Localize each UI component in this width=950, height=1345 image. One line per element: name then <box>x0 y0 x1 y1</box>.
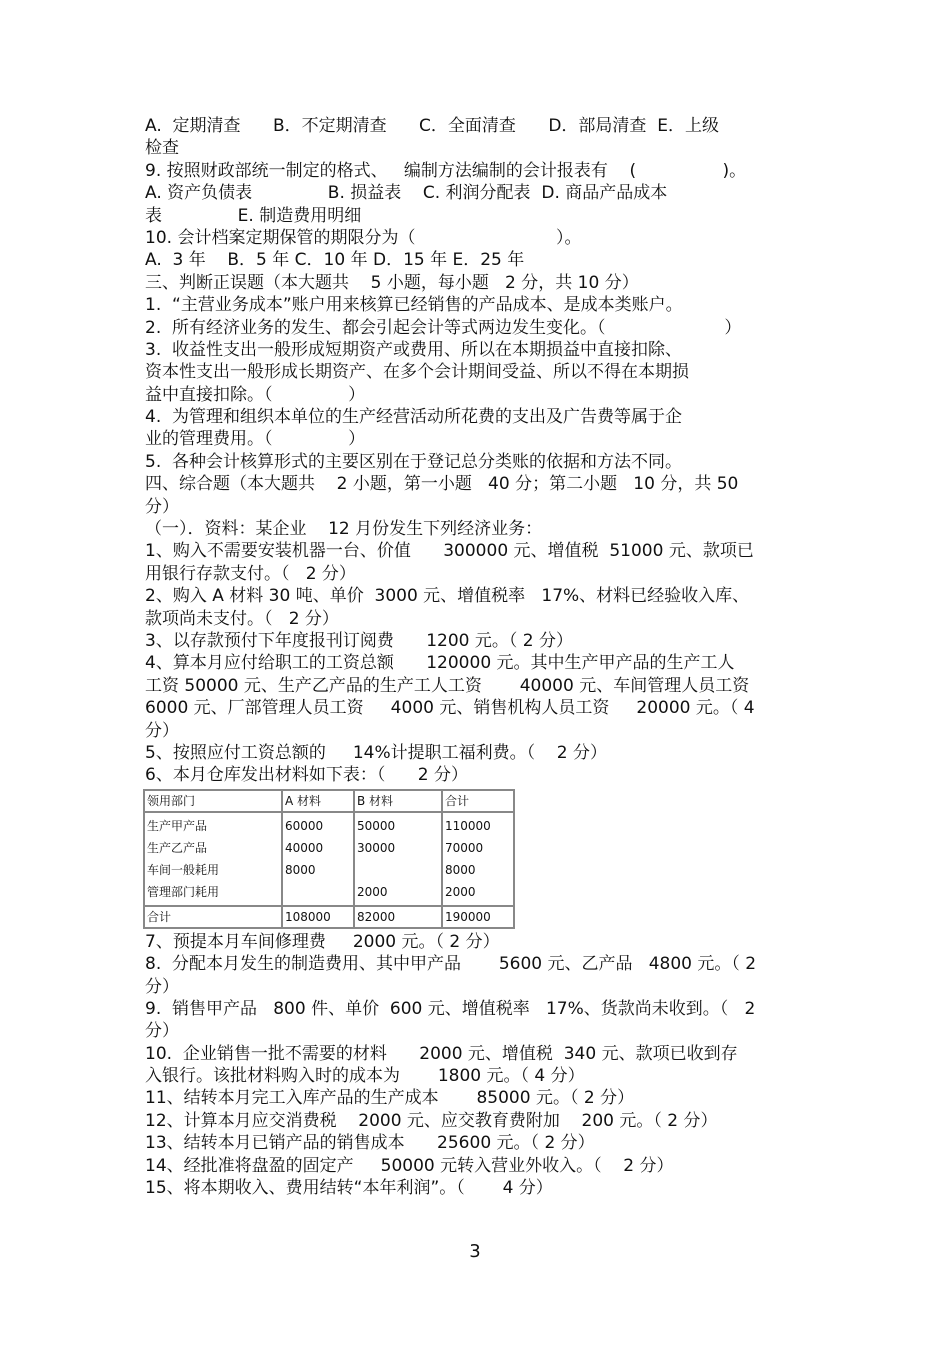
text-line: （一）．资料：某企业 12 月份发生下列经济业务： <box>145 519 543 540</box>
table-cell: 30000 <box>354 837 442 859</box>
text-line: 4. 为管理和组织本单位的生产经营活动所花费的支出及广告费等属于企 <box>145 407 683 428</box>
table-cell: 生产乙产品 <box>144 837 282 859</box>
text-line: 14、经批准将盘盈的固定产 50000 元转入营业外收入。（ 2 分） <box>145 1155 674 1176</box>
table-cell: 合计 <box>144 906 282 928</box>
table-cell: 2000 <box>442 881 514 906</box>
text-line: 12、计算本月应交消费税 2000 元、应交教育费附加 200 元。（ 2 分） <box>145 1110 718 1131</box>
table-cell <box>354 859 442 881</box>
table-cell <box>282 881 354 906</box>
text-line: 分） <box>145 1021 179 1042</box>
text-line: 3. 收益性支出一般形成短期资产或费用、所以在本期损益中直接扣除、 <box>145 339 683 360</box>
table-row <box>144 837 514 859</box>
text-line: 13、结转本月已销产品的销售成本 25600 元。（ 2 分） <box>145 1133 595 1154</box>
text-line: 益中直接扣除。（ ） <box>145 384 366 405</box>
text-line: 9. 销售甲产品 800 件、单价 600 元、增值税率 17%、货款尚未收到。（ 2 <box>145 998 756 1019</box>
table-header-row <box>144 790 514 812</box>
material-issue-table <box>143 789 515 929</box>
table-header-cell: A 材料 <box>282 790 354 812</box>
table-row <box>144 881 514 906</box>
text-line: 分） <box>145 496 179 517</box>
table-row <box>144 812 514 837</box>
text-line: 款项尚未支付。（ 2 分） <box>145 608 339 629</box>
table-total-row <box>144 906 514 928</box>
table-cell: 50000 <box>354 812 442 837</box>
table-cell: 108000 <box>282 906 354 928</box>
text-line: 1、购入不需要安装机器一台、价值 300000 元、增值税 51000 元、款项已 <box>145 541 754 562</box>
table-cell: 车间一般耗用 <box>144 859 282 881</box>
text-line: 5. 各种会计核算形式的主要区别在于登记总分类账的依据和方法不同。 <box>145 451 683 472</box>
text-line: 2. 所有经济业务的发生、都会引起会计等式两边发生变化。（ ） <box>145 317 742 338</box>
table-cell: 82000 <box>354 906 442 928</box>
text-line: A. 资产负债表 B. 损益表 C. 利润分配表 D. 商品产品成本 <box>145 183 668 204</box>
text-line: 15、将本期收入、费用结转“本年利润”。（ 4 分） <box>145 1178 553 1199</box>
text-line: 9. 按照财政部统一制定的格式、 编制方法编制的会计报表有 ( )。 <box>145 160 747 181</box>
table-cell: 70000 <box>442 837 514 859</box>
table-cell: 8000 <box>282 859 354 881</box>
table-cell: 190000 <box>442 906 514 928</box>
section-heading: 三、判断正误题（本大题共 5 小题，每小题 2 分，共 10 分） <box>145 272 639 293</box>
text-line: 工资 50000 元、生产乙产品的生产工人工资 40000 元、车间管理人员工资 <box>145 675 750 696</box>
table-cell: 2000 <box>354 881 442 906</box>
text-line: 10. 会计档案定期保管的期限分为（ ）。 <box>145 227 582 248</box>
text-line: 3、以存款预付下年度报刊订阅费 1200 元。（ 2 分） <box>145 630 574 651</box>
text-line: 7、预提本月车间修理费 2000 元。（ 2 分） <box>145 931 500 952</box>
table-row <box>144 859 514 881</box>
text-line: 8. 分配本月发生的制造费用、其中甲产品 5600 元、乙产品 4800 元。（ 2 <box>145 954 757 975</box>
text-line: 11、结转本月完工入库产品的生产成本 85000 元。（ 2 分） <box>145 1088 635 1109</box>
text-line: 4、算本月应付给职工的工资总额 120000 元。其中生产甲产品的生产工人 <box>145 653 735 674</box>
table-cell: 110000 <box>442 812 514 837</box>
text-line: 6000 元、厂部管理人员工资 4000 元、销售机构人员工资 20000 元。（ 4 <box>145 698 755 719</box>
table-cell: 40000 <box>282 837 354 859</box>
text-block-bottom <box>145 931 825 1200</box>
text-line: 2、购入 A 材料 30 吨、单价 3000 元、增值税率 17%、材料已经验收入库、 <box>145 586 750 607</box>
page-number: 3 <box>469 1241 481 1262</box>
table-cell: 管理部门耗用 <box>144 881 282 906</box>
table-header-cell: B 材料 <box>354 790 442 812</box>
text-line: 用银行存款支付。（ 2 分） <box>145 563 356 584</box>
table-header-cell: 合计 <box>442 790 514 812</box>
text-line: 1. “主营业务成本”账户用来核算已经销售的产品成本、是成本类账户。 <box>145 295 683 316</box>
text-line: 表 E. 制造费用明细 <box>145 205 362 226</box>
text-line: 分） <box>145 720 179 741</box>
text-line: 资本性支出一般形成长期资产、在多个会计期间受益、所以不得在本期损 <box>145 362 689 383</box>
section-heading: 四、综合题（本大题共 2 小题，第一小题 40 分；第二小题 10 分，共 50 <box>145 474 739 495</box>
table-cell: 60000 <box>282 812 354 837</box>
table-cell: 8000 <box>442 859 514 881</box>
text-line: 检查 <box>145 138 179 159</box>
text-line: 业的管理费用。（ ） <box>145 429 366 450</box>
text-line: 5、按照应付工资总额的 14%计提职工福利费。（ 2 分） <box>145 742 607 763</box>
text-line: 分） <box>145 976 179 997</box>
text-line: 6、本月仓库发出材料如下表：（ 2 分） <box>145 765 468 786</box>
text-line: 10. 企业销售一批不需要的材料 2000 元、增值税 340 元、款项已收到存 <box>145 1043 738 1064</box>
table-header-cell: 领用部门 <box>144 790 282 812</box>
text-block-top <box>145 115 825 787</box>
text-line: 入银行。该批材料购入时的成本为 1800 元。（ 4 分） <box>145 1066 585 1087</box>
page-content <box>145 115 825 1199</box>
text-line: A. 定期清查 B．不定期清查 C．全面清查 D．部局清查 E．上级 <box>145 116 719 136</box>
text-line: A. 3 年 B．5 年 C．10 年 D．15 年 E．25 年 <box>145 250 525 271</box>
table-cell: 生产甲产品 <box>144 812 282 837</box>
